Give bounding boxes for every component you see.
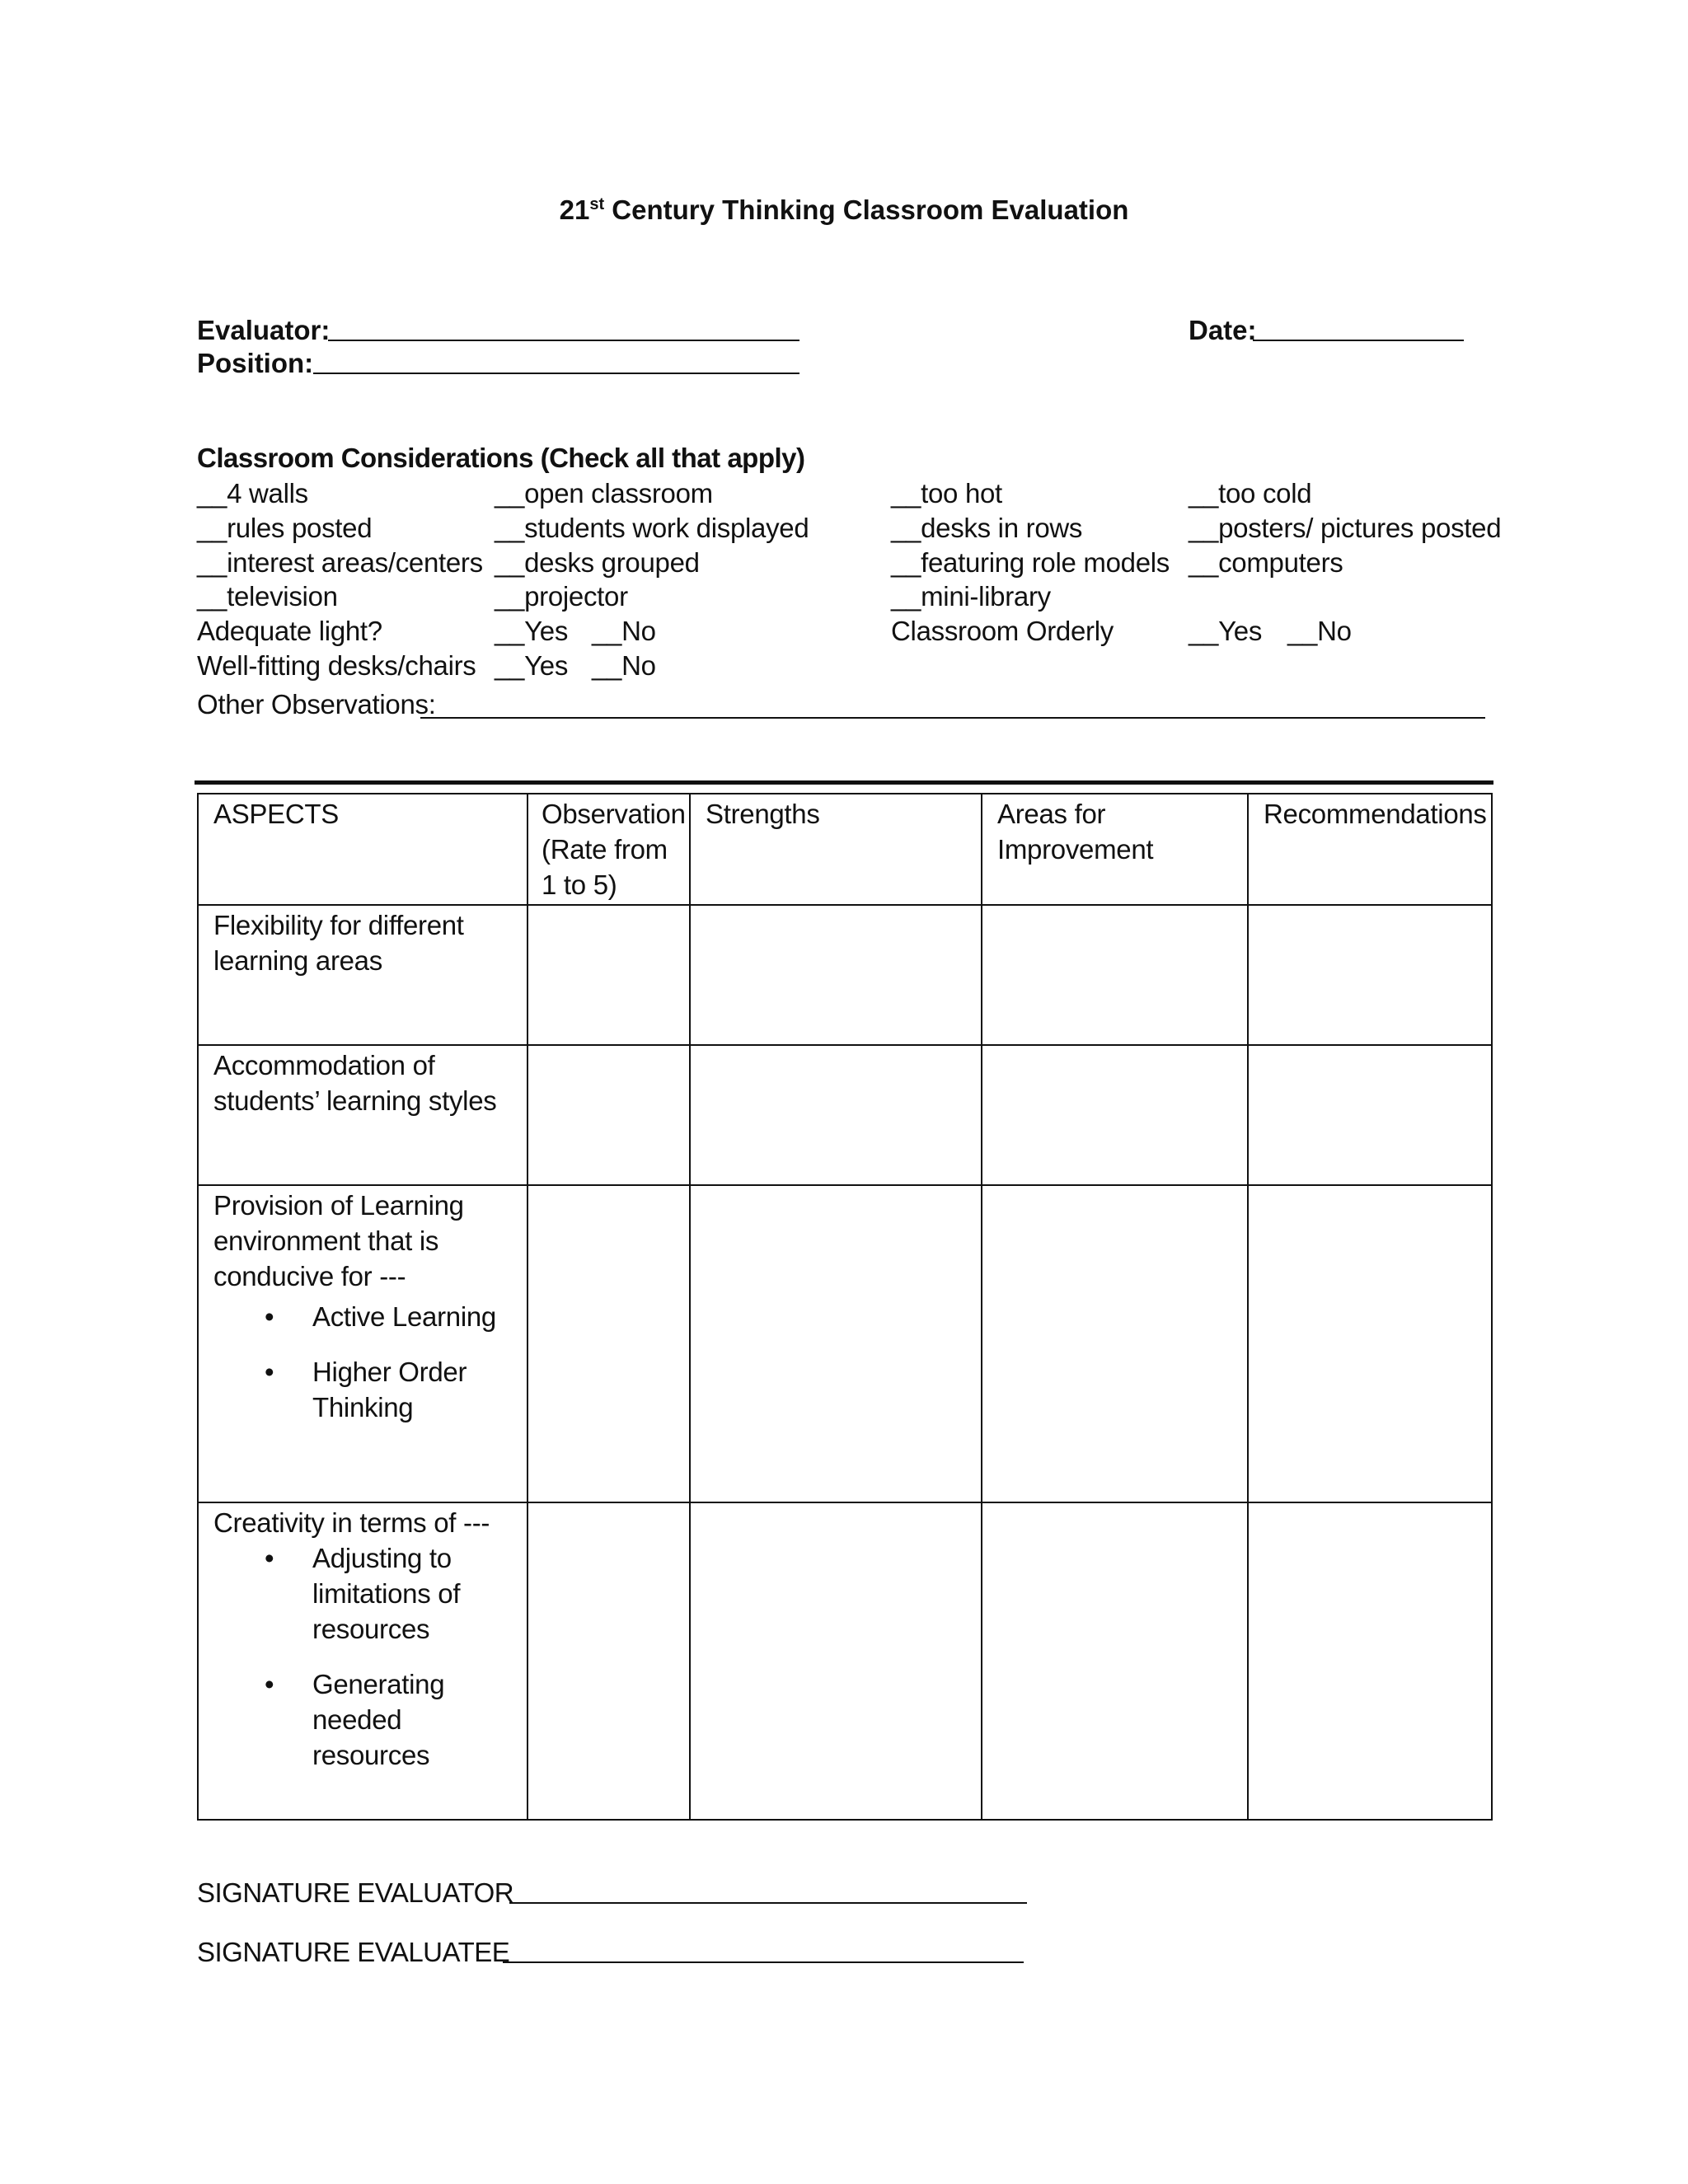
adequate-light-label: Adequate light?: [197, 616, 382, 646]
option-interest-areas[interactable]: __interest areas/centers: [197, 547, 483, 578]
observation-cell[interactable]: [528, 1185, 690, 1502]
header-aspects: ASPECTS: [198, 794, 528, 905]
recommendations-cell[interactable]: [1248, 905, 1492, 1045]
table-row: [198, 1185, 1492, 1502]
date-label: Date:: [1189, 315, 1257, 345]
evaluator-field[interactable]: [328, 340, 799, 341]
aspect-cell: [198, 1185, 528, 1502]
observation-cell[interactable]: [528, 1502, 690, 1820]
well-fitting-yes[interactable]: __Yes: [495, 650, 569, 681]
recommendations-cell[interactable]: [1248, 1502, 1492, 1820]
option-rules-posted[interactable]: __rules posted: [197, 513, 373, 543]
evaluator-label: Evaluator:: [197, 315, 331, 345]
option-featuring-role-models[interactable]: __featuring role models: [891, 547, 1170, 578]
recommendations-cell[interactable]: [1248, 1185, 1492, 1502]
option-too-hot[interactable]: __too hot: [891, 478, 1002, 509]
option-too-cold[interactable]: __too cold: [1189, 478, 1312, 509]
well-fitting-no[interactable]: __No: [592, 650, 656, 681]
option-desks-in-rows[interactable]: __desks in rows: [891, 513, 1083, 543]
bullet-item: • Active Learning: [312, 1299, 512, 1334]
position-field[interactable]: [313, 373, 799, 374]
option-desks-grouped[interactable]: __desks grouped: [495, 547, 700, 578]
improvement-cell[interactable]: [982, 1502, 1248, 1820]
considerations-heading: Classroom Considerations (Check all that apply): [197, 443, 805, 473]
section-divider: [195, 780, 1493, 785]
aspect-bullets: [213, 1299, 512, 1425]
other-observations-label: Other Observations:: [197, 689, 436, 719]
strengths-cell[interactable]: [690, 905, 982, 1045]
date-field[interactable]: [1253, 340, 1464, 341]
option-posters-pictures-posted[interactable]: __posters/ pictures posted: [1189, 513, 1502, 543]
option-mini-library[interactable]: __mini-library: [891, 581, 1051, 612]
observation-cell[interactable]: [528, 1045, 690, 1185]
strengths-cell[interactable]: [690, 1045, 982, 1185]
aspect-bullets: [213, 1540, 512, 1773]
aspect-cell: Flexibility for different learning areas: [198, 905, 528, 1045]
well-fitting-label: Well-fitting desks/chairs: [197, 650, 476, 681]
option-computers[interactable]: __computers: [1189, 547, 1343, 578]
evaluation-table: [197, 793, 1493, 1821]
option-open-classroom[interactable]: __open classroom: [495, 478, 713, 509]
improvement-cell[interactable]: [982, 1045, 1248, 1185]
header-observation: Observation (Rate from 1 to 5): [528, 794, 690, 905]
signature-evaluator-field[interactable]: [509, 1902, 1027, 1904]
aspect-text: Provision of Learning environment that is conducive for ---: [213, 1190, 464, 1291]
strengths-cell[interactable]: [690, 1502, 982, 1820]
classroom-orderly-label: Classroom Orderly: [891, 616, 1114, 646]
table-header-row: [198, 794, 1492, 905]
table-row: [198, 1045, 1492, 1185]
adequate-light-no[interactable]: __No: [592, 616, 656, 646]
aspect-cell: [198, 1502, 528, 1820]
option-television[interactable]: __television: [197, 581, 338, 612]
bullet-item: • Adjusting to limitations of resources: [312, 1540, 512, 1647]
option-students-work-displayed[interactable]: __students work displayed: [495, 513, 809, 543]
improvement-cell[interactable]: [982, 905, 1248, 1045]
page-title: 21st Century Thinking Classroom Evaluation: [559, 194, 1129, 225]
signature-evaluatee-field[interactable]: [503, 1961, 1024, 1963]
option-projector[interactable]: __projector: [495, 581, 628, 612]
option-4-walls[interactable]: __4 walls: [197, 478, 308, 509]
position-label: Position:: [197, 348, 314, 378]
observation-cell[interactable]: [528, 905, 690, 1045]
adequate-light-yes[interactable]: __Yes: [495, 616, 569, 646]
classroom-orderly-no[interactable]: __No: [1287, 616, 1352, 646]
header-areas-for-improvement: Areas for Improvement: [982, 794, 1248, 905]
strengths-cell[interactable]: [690, 1185, 982, 1502]
classroom-orderly-yes[interactable]: __Yes: [1189, 616, 1263, 646]
other-observations-field[interactable]: [420, 717, 1485, 719]
table-row: [198, 1502, 1492, 1820]
bullet-item: • Generating needed resources: [312, 1666, 512, 1773]
aspect-cell: Accommodation of students’ learning styles: [198, 1045, 528, 1185]
recommendations-cell[interactable]: [1248, 1045, 1492, 1185]
table-row: [198, 905, 1492, 1045]
bullet-item: • Higher Order Thinking: [312, 1354, 512, 1425]
improvement-cell[interactable]: [982, 1185, 1248, 1502]
signature-evaluatee-label: SIGNATURE EVALUATEE: [197, 1937, 510, 1967]
header-recommendations: Recommendations: [1248, 794, 1492, 905]
header-strengths: Strengths: [690, 794, 982, 905]
signature-evaluator-label: SIGNATURE EVALUATOR: [197, 1877, 514, 1908]
aspect-text: Creativity in terms of ---: [213, 1507, 490, 1538]
